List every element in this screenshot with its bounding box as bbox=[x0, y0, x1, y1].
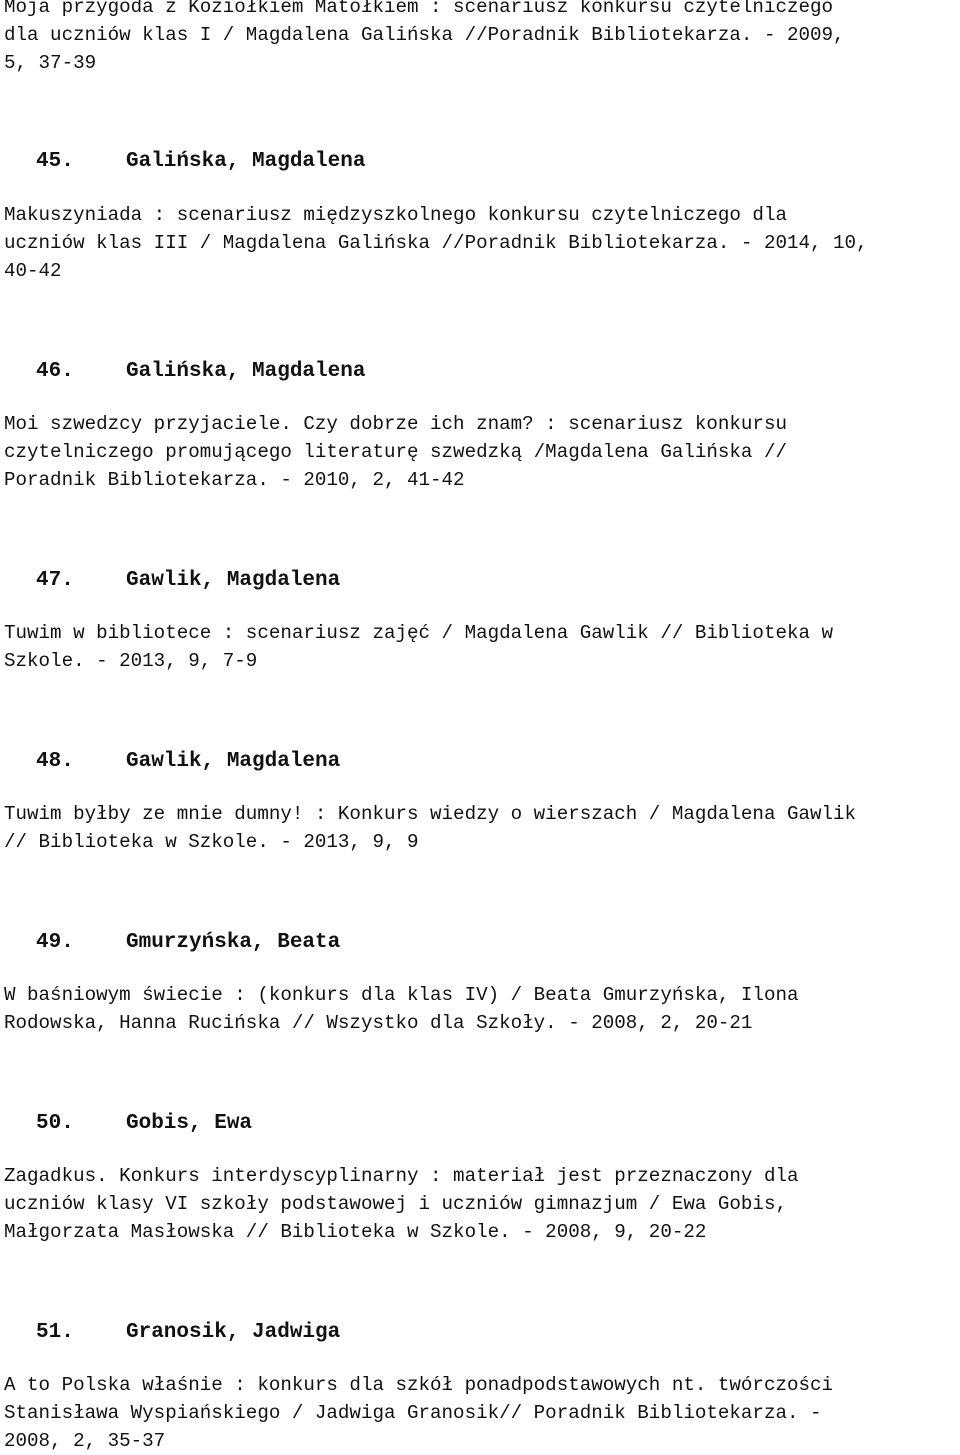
entry-heading-51 bbox=[36, 1319, 340, 1347]
description-line: Moi szwedzcy przyjaciele. Czy dobrze ich znam? : scenariusz konkursu bbox=[4, 413, 787, 435]
entry-author: Granosik, Jadwiga bbox=[126, 1321, 341, 1344]
entry-number: 51. bbox=[36, 1321, 74, 1344]
entry-heading-45 bbox=[36, 148, 365, 176]
entry-number: 47. bbox=[36, 569, 74, 592]
description-line: Moja przygoda z Koziołkiem Matołkiem : scenariusz konkursu czytelniczego bbox=[4, 0, 834, 18]
description-line: Makuszyniada : scenariusz międzyszkolnego konkursu czytelniczego dla bbox=[4, 204, 787, 226]
description-line: 5, 37-39 bbox=[4, 51, 97, 74]
description-line: dla uczniów klas I / Magdalena Galińska //Poradnik Bibliotekarza. - 2009, bbox=[4, 23, 845, 46]
entry-author: Gmurzyńska, Beata bbox=[126, 931, 341, 954]
entry-number: 49. bbox=[36, 931, 74, 954]
entry-heading-47 bbox=[36, 567, 340, 595]
description-line: // Biblioteka w Szkole. - 2013, 9, 9 bbox=[4, 830, 419, 853]
entry-heading-50 bbox=[36, 1110, 252, 1138]
description-line: Rodowska, Hanna Rucińska // Wszystko dla Szkoły. - 2008, 2, 20-21 bbox=[4, 1011, 753, 1034]
entry-author: Gawlik, Magdalena bbox=[126, 750, 341, 773]
description-line: 2008, 2, 35-37 bbox=[4, 1429, 166, 1452]
description-line: Małgorzata Masłowska // Biblioteka w Szkole. - 2008, 9, 20-22 bbox=[4, 1220, 707, 1243]
entry-author: Galińska, Magdalena bbox=[126, 360, 366, 383]
description-line: Zagadkus. Konkurs interdyscyplinarny : materiał jest przeznaczony dla bbox=[4, 1165, 799, 1187]
entry-heading-48 bbox=[36, 748, 340, 776]
entry-heading-49 bbox=[36, 929, 340, 957]
entry-author: Gobis, Ewa bbox=[126, 1112, 253, 1135]
entry-description-45 bbox=[4, 202, 960, 285]
description-line: A to Polska właśnie : konkurs dla szkół ponadpodstawowych nt. twórczości bbox=[4, 1374, 834, 1396]
description-line: Stanisława Wyspiańskiego / Jadwiga Granosik// Poradnik Bibliotekarza. - bbox=[4, 1401, 822, 1424]
entry-description-46 bbox=[4, 411, 960, 494]
description-line: Tuwim byłby ze mnie dumny! : Konkurs wiedzy o wierszach / Magdalena Gawlik bbox=[4, 803, 857, 825]
entry-author: Galińska, Magdalena bbox=[126, 150, 366, 173]
entry-number: 48. bbox=[36, 750, 74, 773]
description-line: uczniów klas III / Magdalena Galińska //Poradnik Bibliotekarza. - 2014, 10, bbox=[4, 231, 868, 254]
description-line: 40-42 bbox=[4, 259, 62, 282]
entry-description-50 bbox=[4, 1163, 960, 1246]
entry-description-48 bbox=[4, 801, 960, 857]
entry-heading-46 bbox=[36, 358, 365, 386]
description-line: W baśniowym świecie : (konkurs dla klas IV) / Beata Gmurzyńska, Ilona bbox=[4, 984, 799, 1006]
entry-description-51 bbox=[4, 1372, 960, 1455]
entry-number: 46. bbox=[36, 360, 74, 383]
entry-author: Gawlik, Magdalena bbox=[126, 569, 341, 592]
entry-number: 45. bbox=[36, 150, 74, 173]
entry-description-47 bbox=[4, 620, 960, 676]
description-line: Poradnik Bibliotekarza. - 2010, 2, 41-42 bbox=[4, 468, 465, 491]
description-line: Szkole. - 2013, 9, 7-9 bbox=[4, 649, 258, 672]
description-line: Tuwim w bibliotece : scenariusz zajęć / Magdalena Gawlik // Biblioteka w bbox=[4, 622, 834, 644]
description-line: czytelniczego promującego literaturę szwedzką /Magdalena Galińska // bbox=[4, 440, 787, 463]
entry-number: 50. bbox=[36, 1112, 74, 1135]
intro-description bbox=[4, 0, 960, 77]
entry-description-49 bbox=[4, 982, 960, 1038]
description-line: uczniów klasy VI szkoły podstawowej i uczniów gimnazjum / Ewa Gobis, bbox=[4, 1192, 787, 1215]
